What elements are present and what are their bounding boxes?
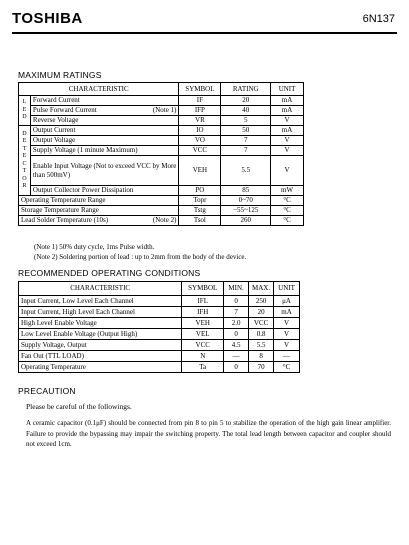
cell-symbol: VCC: [179, 146, 221, 156]
table-row: [19, 296, 300, 307]
cell-characteristic: Enable Input Voltage (Not to exceed VCC by More than 500mV): [30, 156, 179, 186]
table-row: [19, 126, 304, 136]
table-row: [19, 340, 300, 351]
cell-characteristic: Forward Current: [30, 96, 179, 106]
cell-min: 0: [224, 329, 249, 340]
col-unit: UNIT: [271, 83, 304, 96]
table-row: [19, 206, 304, 216]
table-row: [19, 307, 300, 318]
cell-rating: 260: [221, 216, 271, 226]
cell-symbol: VCC: [182, 340, 224, 351]
table-row: [19, 136, 304, 146]
note-2: (Note 2) Soldering portion of lead : up to 2mm from the body of the device.: [34, 253, 247, 261]
header-rule: [12, 32, 397, 34]
cell-unit: V: [271, 116, 304, 126]
cell-symbol: VO: [179, 136, 221, 146]
cell-max: 8: [249, 351, 274, 362]
cell-characteristic: Low Level Enable Voltage (Output High): [19, 329, 182, 340]
table-row: [19, 329, 300, 340]
cell-rating: 40: [221, 106, 271, 116]
cell-characteristic: Fan Out (TTL LOAD): [19, 351, 182, 362]
cell-max: VCC: [249, 318, 274, 329]
part-number: 6N137: [362, 13, 395, 25]
cell-unit: mA: [271, 126, 304, 136]
cell-characteristic: Supply Voltage, Output: [19, 340, 182, 351]
table-row: [19, 351, 300, 362]
notes-block: [34, 242, 246, 262]
cell-unit: mA: [274, 307, 300, 318]
cell-min: 4.5: [224, 340, 249, 351]
cell-symbol: IO: [179, 126, 221, 136]
cell-characteristic: Storage Temperature Range: [19, 206, 179, 216]
cell-characteristic: Output Current: [30, 126, 179, 136]
cell-characteristic: Reverse Voltage: [30, 116, 179, 126]
cell-unit: V: [274, 318, 300, 329]
cell-symbol: Topr: [179, 196, 221, 206]
cell-rating: 50: [221, 126, 271, 136]
cell-characteristic: [30, 106, 179, 116]
page-header: [0, 0, 409, 34]
group-label-detector: D E T E C T O R: [19, 126, 31, 196]
cell-min: 2.0: [224, 318, 249, 329]
cell-rating: 0~70: [221, 196, 271, 206]
cell-unit: V: [271, 146, 304, 156]
max-ratings-table: [18, 82, 304, 226]
group-label-led: L E D: [19, 96, 31, 126]
cell-symbol: IF: [179, 96, 221, 106]
col-characteristic: CHARACTERISTIC: [19, 83, 179, 96]
recommended-title: RECOMMENDED OPERATING CONDITIONS: [18, 268, 201, 278]
table-row: [19, 146, 304, 156]
cell-max: 0.8: [249, 329, 274, 340]
cell-unit: V: [274, 329, 300, 340]
cell-characteristic: High Level Enable Voltage: [19, 318, 182, 329]
cell-unit: V: [274, 340, 300, 351]
cell-symbol: VR: [179, 116, 221, 126]
col-rating: RATING: [221, 83, 271, 96]
cell-symbol: Tsol: [179, 216, 221, 226]
cell-unit: mW: [271, 186, 304, 196]
cell-min: 0: [224, 362, 249, 373]
col-unit: UNIT: [274, 282, 300, 296]
table-row: [19, 318, 300, 329]
max-ratings-title: MAXIMUM RATINGS: [18, 70, 102, 80]
cell-symbol: IFP: [179, 106, 221, 116]
cell-characteristic: Input Current, Low Level Each Channel: [19, 296, 182, 307]
cell-symbol: IFH: [182, 307, 224, 318]
cell-unit: V: [271, 156, 304, 186]
precaution-body: A ceramic capacitor (0.1μF) should be connected from pin 8 to pin 5 to stabilize the operation of the high gain linear amplifier. Failure to provide the bypassing may impair the switching property. The total lead length between capacitor and coupler should not exceed 1cm.: [26, 419, 391, 448]
cell-min: 0: [224, 296, 249, 307]
cell-max: 5.5: [249, 340, 274, 351]
cell-rating: 7: [221, 146, 271, 156]
cell-symbol: Tstg: [179, 206, 221, 216]
cell-characteristic: Output Collector Power Dissipation: [30, 186, 179, 196]
cell-symbol: N: [182, 351, 224, 362]
cell-characteristic: Output Voltage: [30, 136, 179, 146]
precaution-intro: Please be careful of the followings.: [26, 402, 132, 411]
cell-symbol: VEL: [182, 329, 224, 340]
table-row: [19, 186, 304, 196]
note-ref: (Note 2): [152, 216, 177, 224]
col-symbol: SYMBOL: [179, 83, 221, 96]
cell-unit: mA: [271, 96, 304, 106]
cell-characteristic: Operating Temperature Range: [19, 196, 179, 206]
cell-symbol: Ta: [182, 362, 224, 373]
table-header-row: [19, 282, 300, 296]
cell-rating: 7: [221, 136, 271, 146]
table-header-row: [19, 83, 304, 96]
table-row: [19, 96, 304, 106]
cell-characteristic: Input Current, High Level Each Channel: [19, 307, 182, 318]
cell-rating: −55~125: [221, 206, 271, 216]
table-row: [19, 216, 304, 226]
cell-max: 20: [249, 307, 274, 318]
brand-logo: TOSHIBA: [12, 10, 83, 27]
table-row: [19, 106, 304, 116]
cell-unit: °C: [271, 216, 304, 226]
cell-min: —: [224, 351, 249, 362]
cell-rating: 5.5: [221, 156, 271, 186]
cell-rating: 85: [221, 186, 271, 196]
col-max: MAX.: [249, 282, 274, 296]
note-ref: (Note 1): [152, 106, 177, 114]
recommended-table: [18, 281, 300, 373]
cell-characteristic: Supply Voltage (1 minute Maximum): [30, 146, 179, 156]
cell-unit: mA: [271, 106, 304, 116]
col-characteristic: CHARACTERISTIC: [19, 282, 182, 296]
table-row: [19, 362, 300, 373]
char-text: Lead Solder Temperature (10s): [21, 216, 109, 224]
table-row: [19, 116, 304, 126]
cell-max: 250: [249, 296, 274, 307]
table-row: [19, 196, 304, 206]
cell-symbol: IFL: [182, 296, 224, 307]
cell-rating: 5: [221, 116, 271, 126]
cell-unit: V: [271, 136, 304, 146]
col-symbol: SYMBOL: [182, 282, 224, 296]
precaution-title: PRECAUTION: [18, 386, 76, 396]
col-min: MIN.: [224, 282, 249, 296]
cell-min: 7: [224, 307, 249, 318]
cell-max: 70: [249, 362, 274, 373]
note-1: (Note 1) 50% duty cycle, 1ms Pulse width.: [34, 243, 155, 251]
cell-unit: °C: [271, 196, 304, 206]
cell-characteristic: Operating Temperature: [19, 362, 182, 373]
cell-characteristic: [19, 216, 179, 226]
cell-rating: 20: [221, 96, 271, 106]
cell-unit: —: [274, 351, 300, 362]
cell-unit: °C: [274, 362, 300, 373]
table-row: [19, 156, 304, 186]
cell-symbol: VEH: [182, 318, 224, 329]
cell-symbol: VEH: [179, 156, 221, 186]
cell-unit: μA: [274, 296, 300, 307]
cell-unit: °C: [271, 206, 304, 216]
cell-symbol: PO: [179, 186, 221, 196]
char-text: Pulse Forward Current: [32, 106, 97, 114]
